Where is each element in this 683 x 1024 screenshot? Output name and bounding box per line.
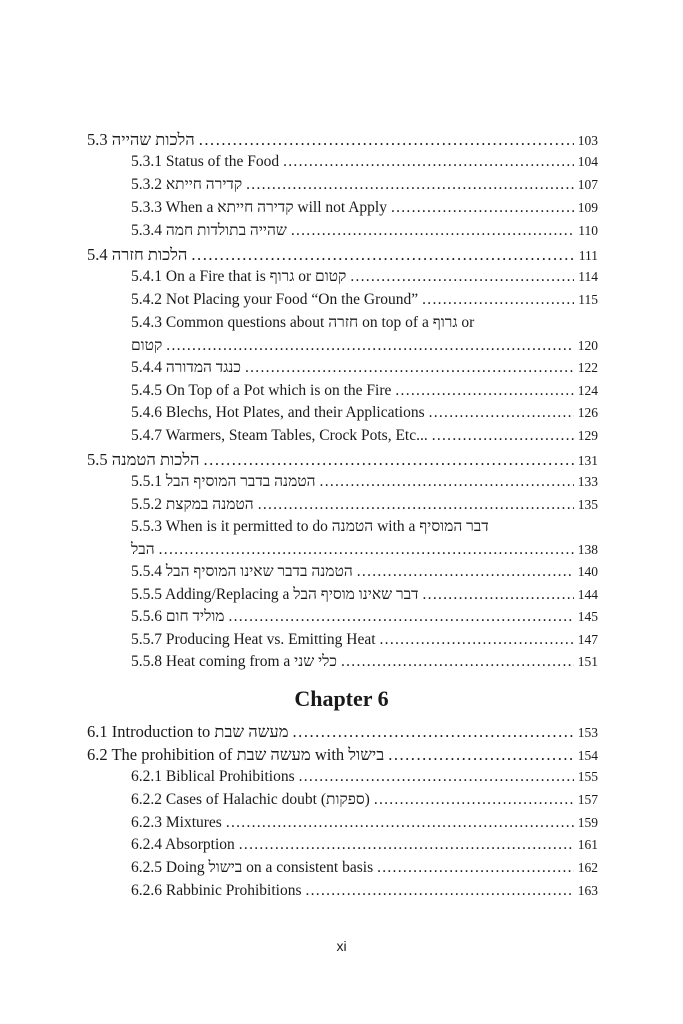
dot-leader (432, 427, 574, 445)
toc-entry[interactable] (87, 450, 598, 470)
dot-leader (380, 631, 574, 649)
toc-entry-page: 157 (577, 792, 598, 807)
dot-leader (388, 745, 574, 765)
toc-entry[interactable] (87, 245, 598, 265)
toc-entry-title: 5.5.3 When is it permitted to do הטמנה with a דבר המוסיף (131, 518, 489, 535)
toc-entry-page: 151 (577, 654, 598, 669)
toc-entry-page: 115 (578, 292, 598, 307)
dot-leader (283, 153, 574, 171)
toc-entry[interactable] (131, 653, 598, 671)
toc-entry[interactable] (131, 427, 598, 445)
toc-entry-title: 6.2.1 Biblical Prohibitions (131, 768, 295, 785)
toc-entry[interactable] (131, 586, 598, 604)
dot-leader (226, 814, 574, 832)
toc-entry-page: 122 (577, 360, 598, 375)
toc-entry[interactable] (131, 199, 598, 217)
toc-entry-page: 162 (577, 860, 598, 875)
toc-entry-page: 110 (578, 223, 598, 238)
toc-entry-title: 5.4.3 Common questions about חזרה on top of a גרוף or (131, 314, 475, 331)
toc-entry-title: 5.5.4 הטמנה בדבר שאינו המוסיף הבל (131, 563, 353, 580)
toc-entry-title: 5.4.6 Blechs, Hot Plates, and their Applications (131, 404, 425, 421)
toc-entry-page: 111 (578, 248, 598, 263)
toc-entry-page: 103 (577, 133, 598, 148)
dot-leader (299, 768, 574, 786)
toc-entry-title: 5.5.1 הטמנה בדבר המוסיף הבל (131, 473, 316, 490)
dot-leader (228, 608, 573, 626)
toc-entry[interactable] (131, 882, 598, 900)
toc-entry-title: קטום (131, 337, 163, 354)
toc-entry-title: 5.5.5 Adding/Replacing a דבר שאינו מוסיף הבל (131, 586, 419, 603)
toc-entry-title: 5.4.5 On Top of a Pot which is on the Fire (131, 382, 392, 399)
toc-entry-page: 124 (577, 383, 598, 398)
toc-entry-title: 5.4.4 כנגד המדורה (131, 359, 241, 376)
toc-entry[interactable] (131, 337, 598, 355)
toc-entry-title: 5.4.2 Not Placing your Food “On the Ground” (131, 291, 419, 308)
toc-entry[interactable] (131, 291, 598, 309)
toc-entry-title: 6.2 The prohibition of מעשה שבת with בישול (87, 745, 385, 764)
toc-entry-page: 147 (577, 632, 598, 647)
toc-entry[interactable] (131, 359, 598, 377)
dot-leader (258, 496, 574, 514)
toc-entry-page: 161 (577, 837, 598, 852)
toc-entry-title: 5.3.2 קדירה חייתא (131, 176, 243, 193)
dot-leader (204, 450, 574, 470)
dot-leader (159, 541, 574, 559)
toc-entry[interactable] (131, 222, 598, 240)
toc-entry[interactable] (131, 382, 598, 400)
toc-entry-page: 154 (577, 748, 598, 763)
toc-entry[interactable] (131, 836, 598, 854)
toc-entry-page: 153 (577, 725, 598, 740)
toc-entry[interactable] (131, 518, 598, 536)
dot-leader (395, 382, 573, 400)
toc-entry[interactable] (131, 541, 598, 559)
toc-entry-title: 6.2.5 Doing בישול on a consistent basis (131, 859, 374, 876)
toc-entry-title: 5.4.1 On a Fire that is גרוף or קטום (131, 268, 347, 285)
dot-leader (293, 722, 574, 742)
toc-entry-page: 120 (577, 338, 598, 353)
toc-entry-page: 144 (577, 587, 598, 602)
toc-entry[interactable] (131, 314, 598, 332)
toc-entry[interactable] (131, 768, 598, 786)
toc-entry-page: 104 (577, 154, 598, 169)
page-number: xi (336, 938, 347, 954)
toc-entry[interactable] (87, 745, 598, 765)
dot-leader (239, 836, 574, 854)
dot-leader (422, 291, 574, 309)
toc-entry-title: 5.5.6 מוליד חום (131, 608, 225, 625)
dot-leader (377, 859, 574, 877)
dot-leader (391, 199, 574, 217)
toc-entry[interactable] (87, 130, 598, 150)
toc-entry[interactable] (131, 176, 598, 194)
dot-leader (166, 337, 573, 355)
toc-entry[interactable] (131, 268, 598, 286)
toc-entry-page: 163 (577, 883, 598, 898)
toc-entry-page: 140 (577, 564, 598, 579)
toc-entry-page: 131 (577, 453, 598, 468)
toc-entry-title: 5.5 הלכות הטמנה (87, 450, 200, 469)
toc-entry-title: הבל (131, 541, 155, 558)
toc-entry[interactable] (131, 153, 598, 171)
dot-leader (374, 791, 574, 809)
toc-entry-title: 6.1 Introduction to מעשה שבת (87, 722, 289, 741)
dot-leader (429, 404, 574, 422)
dot-leader (306, 882, 574, 900)
dot-leader (320, 473, 574, 491)
toc-entry[interactable] (131, 791, 598, 809)
toc-entry[interactable] (131, 608, 598, 626)
toc-entry-page: 109 (577, 200, 598, 215)
dot-leader (291, 222, 574, 240)
toc-entry[interactable] (131, 859, 598, 877)
dot-leader (341, 653, 574, 671)
toc-entry-title: 6.2.2 Cases of Halachic doubt (ספקות) (131, 791, 370, 808)
toc-entry-page: 114 (578, 269, 598, 284)
toc-entry-page: 107 (577, 177, 598, 192)
toc-entry-title: 5.4.7 Warmers, Steam Tables, Crock Pots, Etc... (131, 427, 428, 444)
toc-entry-title: 5.3.3 When a קדירה חייתא will not Apply (131, 199, 387, 216)
toc-entry-page: 159 (577, 815, 598, 830)
toc-entry-title: 5.3.4 שהייה בתולדות חמה (131, 222, 287, 239)
toc-entry-title: 5.4 הלכות חזרה (87, 245, 188, 264)
toc-entry-title: 5.5.7 Producing Heat vs. Emitting Heat (131, 631, 376, 648)
toc-entry-title: 6.2.6 Rabbinic Prohibitions (131, 882, 302, 899)
toc-entry-page: 135 (577, 497, 598, 512)
toc-entry[interactable] (131, 404, 598, 422)
toc-entry[interactable] (131, 814, 598, 832)
dot-leader (246, 176, 574, 194)
toc-entry-title: 5.5.8 Heat coming from a כלי שני (131, 653, 337, 670)
toc-entry[interactable] (87, 722, 598, 742)
toc-entry-title: 5.3.1 Status of the Food (131, 153, 280, 170)
toc-entry-page: 155 (577, 769, 598, 784)
toc-entry-title: 5.5.2 הטמנה במקצת (131, 496, 254, 513)
toc-entry-page: 138 (577, 542, 598, 557)
toc-entry[interactable] (131, 473, 598, 491)
dot-leader (357, 563, 574, 581)
toc-entry-page: 133 (577, 474, 598, 489)
toc-entry[interactable] (131, 563, 598, 581)
dot-leader (191, 245, 574, 265)
dot-leader (350, 268, 574, 286)
toc-entry-page: 145 (577, 609, 598, 624)
toc-entry-title: 5.3 הלכות שהייה (87, 130, 195, 149)
toc-entry-title: 6.2.3 Mixtures (131, 814, 222, 831)
toc-entry-page: 129 (577, 428, 598, 443)
toc-entry[interactable] (131, 631, 598, 649)
dot-leader (199, 130, 574, 150)
toc-entry-title: 6.2.4 Absorption (131, 836, 235, 853)
chapter-heading: Chapter 6 (294, 686, 389, 711)
dot-leader (423, 586, 574, 604)
dot-leader (245, 359, 574, 377)
toc-entry-page: 126 (577, 405, 598, 420)
toc-entry[interactable] (131, 496, 598, 514)
